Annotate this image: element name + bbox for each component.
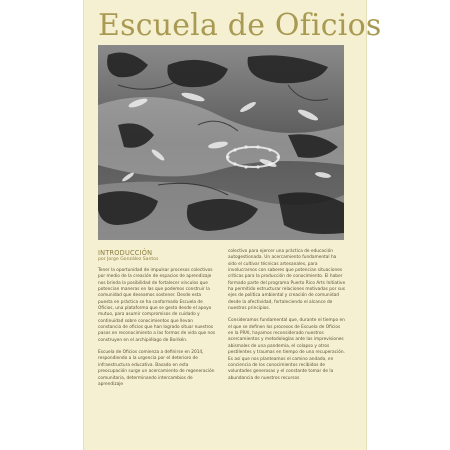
section-heading: INTRODUCCIÓN [98,249,153,257]
photo-image [98,45,344,240]
paragraph: colectivo para ejercer una práctica de educación autogestionada. Un acercamiento fundamental ha sido el cultivar técnicas artesanales, para involucrarnos con saberes que potencian situaciones críticas para la producción de conocimiento. El haber formado parte del programa Puerto Rico Arts Initiative ha permitido estructurar relaciones motivadas por sus ejes de política ambiental y creación de comunidad desde la afectividad, fortaleciendo el alcance de nuestros principios. [228,249,346,312]
page-title: Escuela de Oficios [98,8,382,43]
photo-plant-specimens [98,45,344,240]
paragraph: Consideramos fundamental que, durante el tiempo en el que se definen los procesos de Escuela de Oficios en la PRAI, hayamos reconsiderado nuestros acercamientos y metodologías ante las imprevisiones abismales de una pandemia, el colapso y otros pestilentes y traumas en tiempo de una recuperación. Es así que nos planteamos el camino andado, en conciencia de los conocimientos recibidos de voluntades generosas y el constante tomar de la abundancia de nuestros recursos [228,318,345,381]
left-text-column [98,268,216,394]
document-page [84,0,382,450]
author-byline: por Jorge González Santos [98,257,159,262]
paragraph: Tener la oportunidad de impulsar procesos colectivos por medio de la creación de espacios de aprendizaje nos brinda la posibilidad de fortalecer vínculos que potencian maneras en las que podemos construir la comunidad que deseamos sostener. Desde esta puesta en práctica se ha conformado Escuela de Oficios, una plataforma que se gesta desde el apoyo mutuo, para asumir compromisos de cuidado y continuidad sobre conocimientos que llevan constancia de oficios que han logrado situar nuestros pasos en reconocimiento a las formas de vida que nos construyen en el archipiélago de Borikén. [98,268,216,343]
right-text-column [228,249,346,388]
paragraph: Escuela de Oficios comienza a definirse en 2014, respondiendo a la urgencia por el deterioro de infraestructura educativa. Basado en esta preocupación surge un acercamiento de regeneración comunitaria, determinando intercambios de aprendizaje [98,350,215,387]
